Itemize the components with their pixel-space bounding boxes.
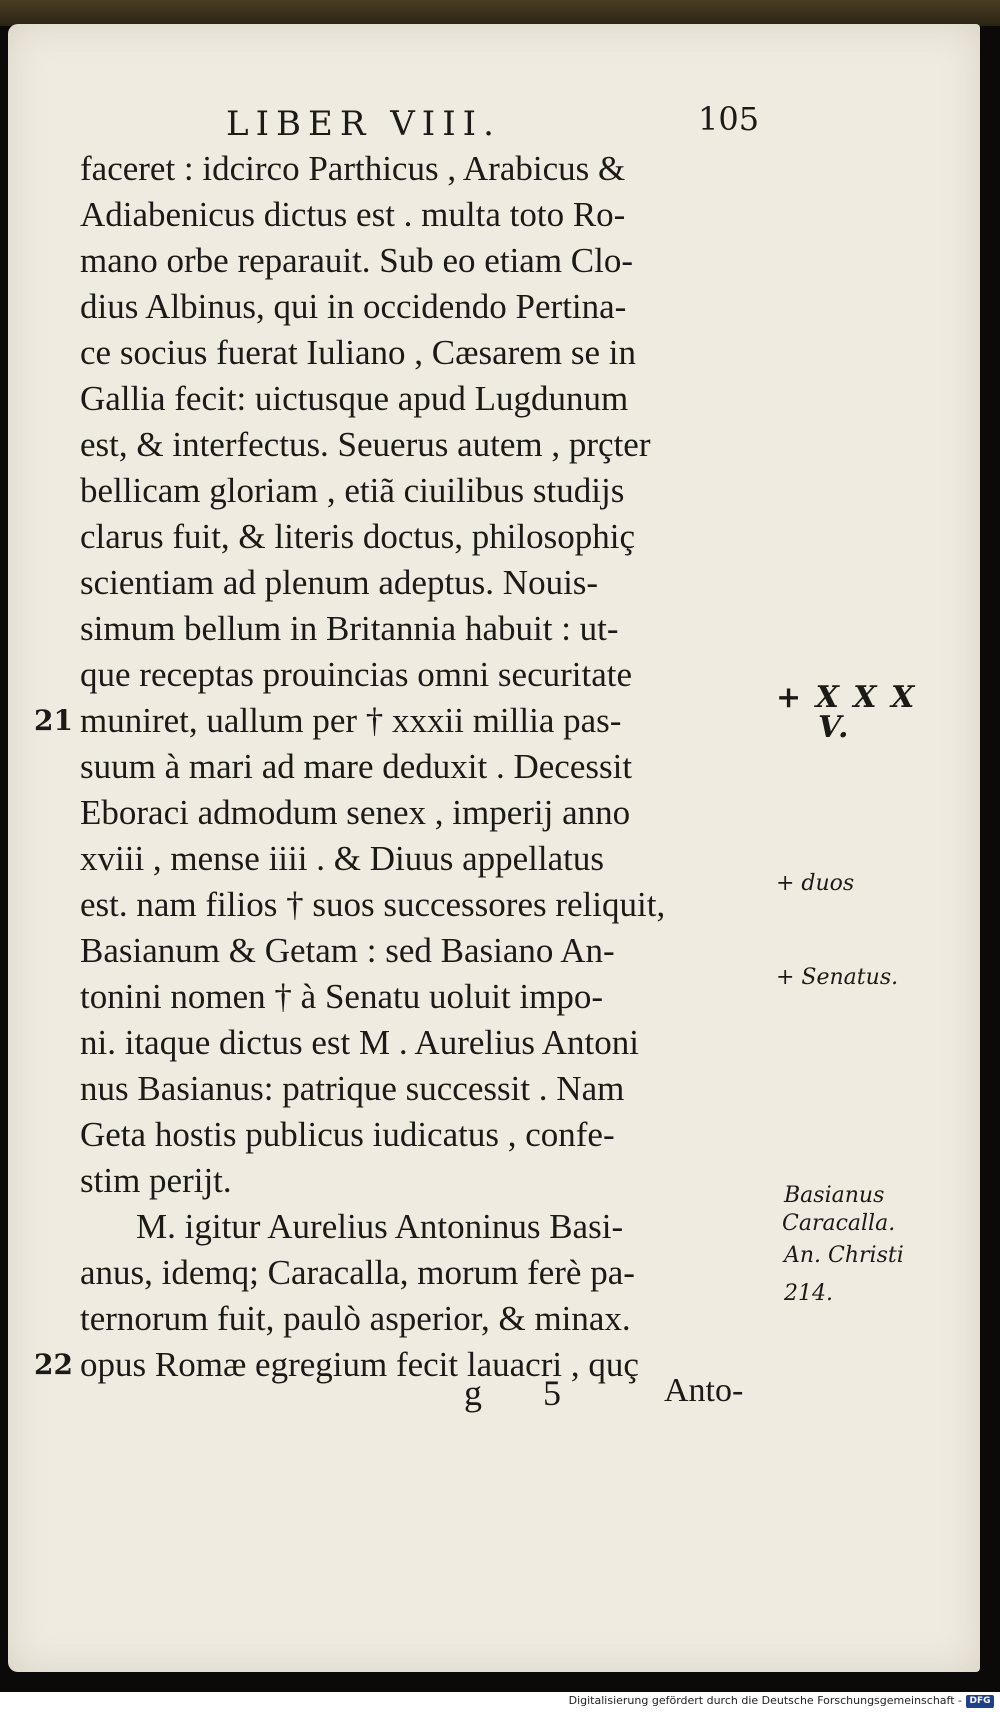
- line-number-22: 22: [34, 1348, 73, 1381]
- margin-note-senatus: + Senatus.: [776, 965, 899, 990]
- text-line: ce socius fuerat Iuliano , Cæsarem se in: [80, 333, 636, 372]
- text-line: est, & interfectus. Seuerus autem , prçter: [80, 425, 651, 464]
- text-line: bellicam gloriam , etiã ciuilibus studijs: [80, 471, 625, 510]
- footer-credit: Digitalisierung gefördert durch die Deutsche Forschungsgemeinschaft -: [568, 1694, 962, 1707]
- text-line: dius Albinus, qui in occidendo Pertina-: [80, 287, 627, 326]
- text-line: mano orbe reparauit. Sub eo etiam Clo-: [80, 241, 634, 280]
- text-line: est. nam filios † suos successores reliquit,: [80, 885, 666, 924]
- margin-note-year: 214.: [784, 1281, 833, 1306]
- text-line: suum à mari ad mare deduxit . Decessit: [80, 747, 633, 786]
- dfg-logo: DFG: [966, 1695, 994, 1708]
- text-line: faceret : idcirco Parthicus , Arabicus &: [80, 149, 626, 188]
- margin-note-v: V.: [818, 710, 851, 745]
- running-head: LIBER VIII.: [226, 104, 501, 144]
- scan-top-edge: [0, 0, 1000, 26]
- margin-note-basianus: Basianus: [784, 1183, 885, 1208]
- text-line: anus, idemq; Caracalla, morum ferè pa-: [80, 1253, 635, 1292]
- text-line: opus Romæ egregium fecit lauacri , quç: [80, 1345, 639, 1384]
- text-line: ni. itaque dictus est M . Aurelius Antoni: [80, 1023, 639, 1062]
- margin-note-xxx: + X X X: [776, 680, 917, 715]
- margin-note-an-christi: An. Christi: [784, 1243, 904, 1268]
- text-line: ternorum fuit, paulò asperior, & minax.: [80, 1299, 631, 1338]
- text-line: tonini nomen † à Senatu uoluit impo-: [80, 977, 604, 1016]
- text-line: Geta hostis publicus iudicatus , confe-: [80, 1115, 615, 1154]
- catchword: Anto-: [664, 1372, 744, 1409]
- text-line: scientiam ad plenum adeptus. Nouis-: [80, 563, 599, 602]
- text-line: nus Basianus: patrique successit . Nam: [80, 1069, 625, 1108]
- margin-note-duos: + duos: [776, 871, 855, 896]
- text-line: Gallia fecit: uictusque apud Lugdunum: [80, 379, 629, 418]
- text-line: muniret, uallum per † xxxii millia pas-: [80, 701, 622, 740]
- text-line: simum bellum in Britannia habuit : ut-: [80, 609, 619, 648]
- folio-number: 105: [698, 100, 760, 138]
- text-line: stim perijt.: [80, 1161, 232, 1200]
- page-header: [0, 100, 1000, 148]
- signature-mark: g 5: [464, 1373, 587, 1413]
- text-line: que receptas prouincias omni securitate: [80, 655, 633, 694]
- text-line: xviii , mense iiii . & Diuus appellatus: [80, 839, 604, 878]
- text-line: Eboraci admodum senex , imperij anno: [80, 793, 631, 832]
- margin-note-caracalla: Caracalla.: [782, 1211, 896, 1236]
- text-line: Adiabenicus dictus est . multa toto Ro-: [80, 195, 626, 234]
- text-line: M. igitur Aurelius Antoninus Basi-: [136, 1207, 624, 1246]
- text-line: clarus fuit, & literis doctus, philosophiç: [80, 517, 636, 556]
- text-line: Basianum & Getam : sed Basiano An-: [80, 931, 615, 970]
- line-number-21: 21: [34, 704, 73, 737]
